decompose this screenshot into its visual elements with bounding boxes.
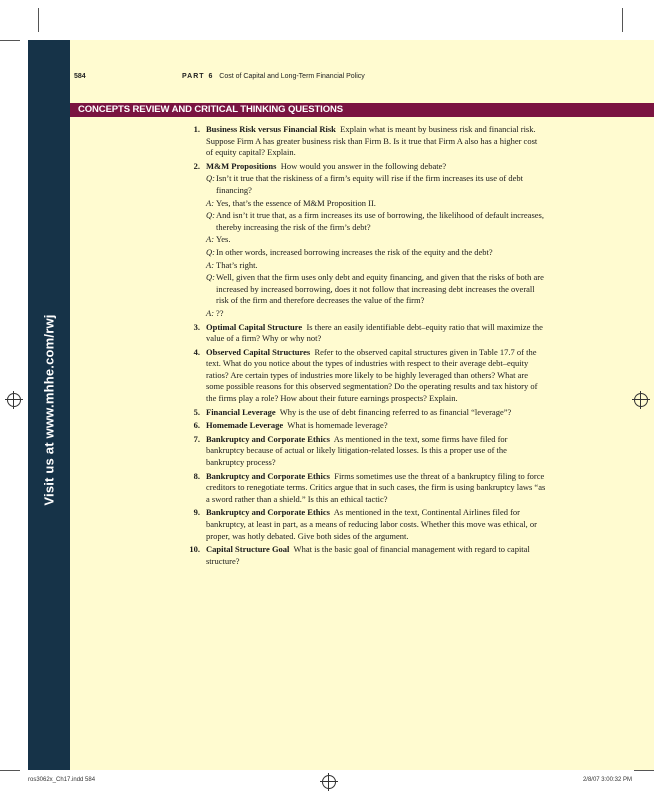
dialogue-tag: A: [206,197,215,208]
question-number: 7. [193,433,200,444]
question-number: 1. [193,124,200,134]
slug-filename: ros3062x_Ch17.indd 584 [28,777,96,783]
registration-mark [634,393,648,407]
part-number: 6 [208,73,214,80]
question-title: Homemade Leverage [206,420,284,431]
dialogue-tag: A: [206,259,215,270]
question-title: Optimal Capital Structure [206,321,303,332]
dialogue-text: Yes, that’s the essence of M&M Proposition II. [216,197,376,208]
sidebar-url-text: Visit us at www.mhhe.com/rwj [41,314,57,506]
part-title: Cost of Capital and Long-Term Financial Policy [219,73,365,80]
question-number: 5. [193,406,200,417]
question-body: What is homemade leverage? [287,420,388,431]
crop-mark [622,8,623,32]
question-item [182,322,546,345]
question-title: Bankruptcy and Corporate Ethics [206,470,330,481]
section-title: CONCEPTS REVIEW AND CRITICAL THINKING QUESTIONS [78,104,344,115]
question-item [182,507,546,542]
question-item [182,434,546,469]
question-body: Refer to the observed capital structures given in Table 17.7 of the text. What do you notice about the types of industries with respect to their average debt–equity ratios? Are certain types of industries more likely to be highly leveraged than others? What are some possible reasons for this observed segmentation? Do the operating results and tax history of the firms play a role? How about their future earnings prospects? Explain. [206,346,538,404]
dialogue-text: ?? [216,307,224,318]
question-number: 4. [193,346,200,357]
question-number: 3. [193,321,200,332]
question-item [182,471,546,506]
registration-mark [322,775,336,789]
section-banner [70,103,654,117]
question-title: Bankruptcy and Corporate Ethics [206,507,330,518]
question-body: Is there an easily identifiable debt–equity ratio that will maximize the value of a firm? Why or why not? [206,321,543,344]
dialogue-text: And isn’t it true that, as a firm increases its use of borrowing, the likelihood of default increases, thereby increasing the risk of the firm’s debt? [216,210,544,232]
registration-mark [7,393,21,407]
questions-list [182,124,546,569]
question-body: Firms sometimes use the threat of a bankruptcy filing to force creditors to renegotiate terms. Critics argue that in such cases, the firm is using bankruptcy laws “as a sword rather than a shield.” Is this an ethical tactic? [206,470,546,504]
dialogue-line [206,234,546,246]
question-title: Financial Leverage [206,406,276,417]
running-header [182,73,365,80]
question-title: Capital Structure Goal [206,544,290,555]
question-title: Observed Capital Structures [206,346,311,357]
part-label: PART [182,73,205,80]
dialogue-line [206,260,546,272]
question-item [182,544,546,567]
dialogue-tag: Q: [206,173,215,184]
question-item [182,420,546,432]
dialogue-line [206,210,546,233]
question-item [182,161,546,320]
crop-mark [38,8,39,32]
crop-mark [634,770,654,771]
question-title: Bankruptcy and Corporate Ethics [206,433,330,444]
crop-mark [0,40,20,41]
question-body: Explain what is meant by business risk and financial risk. Suppose Firm A has greater business risk than Firm B. Is it true that Firm A also has a higher cost of equity capital? Explain. [206,124,538,158]
dialogue-text: Isn’t it true that the riskiness of a firm’s equity will rise if the firm increases its use of debt financing? [216,173,523,195]
dialogue-tag: Q: [206,272,215,283]
slug-date: 2/8/07 3:00:32 PM [582,777,632,783]
question-body: How would you answer in the following debate? [280,160,447,171]
dialogue-text: Yes. [216,234,231,245]
question-number: 2. [193,160,200,171]
question-body: As mentioned in the text, Continental Airlines filed for bankruptcy, at least in part, as a means of reducing labor costs. Whether this move was ethical, or proper, was hotly debated. Give both sides of the argument. [206,507,537,541]
question-item [182,124,546,159]
question-number: 10. [189,544,200,555]
dialogue-line [206,308,546,320]
dialogue-text: That’s right. [216,259,258,270]
crop-mark [0,770,20,771]
dialogue-tag: A: [206,307,215,318]
dialogue-line [206,198,546,210]
question-item [182,407,546,419]
question-body: As mentioned in the text, some firms have filed for bankruptcy because of actual or likely litigation-related losses. Is this a proper use of the bankruptcy process? [206,433,508,468]
dialogue-text: Well, given that the firm uses only debt and equity financing, and given that the risks of both are increased by increased borrowing, does it not follow that increasing debt increases the overall risk of the firm and therefore decreases the value of the firm? [216,272,544,306]
question-title: Business Risk versus Financial Risk [206,124,336,134]
dialogue-line [206,173,546,196]
dialogue-tag: A: [206,234,215,245]
dialogue-tag: Q: [206,210,215,221]
question-number: 9. [193,507,200,518]
dialogue-text: In other words, increased borrowing increases the risk of the equity and the debt? [216,246,493,257]
question-body: What is the basic goal of financial management with regard to capital structure? [206,544,530,566]
dialogue-tag: Q: [206,246,215,257]
page-number: 584 [74,73,86,80]
dialogue-line [206,247,546,259]
question-body: Why is the use of debt financing referred to as financial “leverage”? [279,406,512,417]
dialogue-line [206,272,546,307]
question-title: M&M Propositions [206,160,277,171]
question-number: 8. [193,470,200,481]
question-item [182,347,546,405]
question-number: 6. [193,420,200,431]
